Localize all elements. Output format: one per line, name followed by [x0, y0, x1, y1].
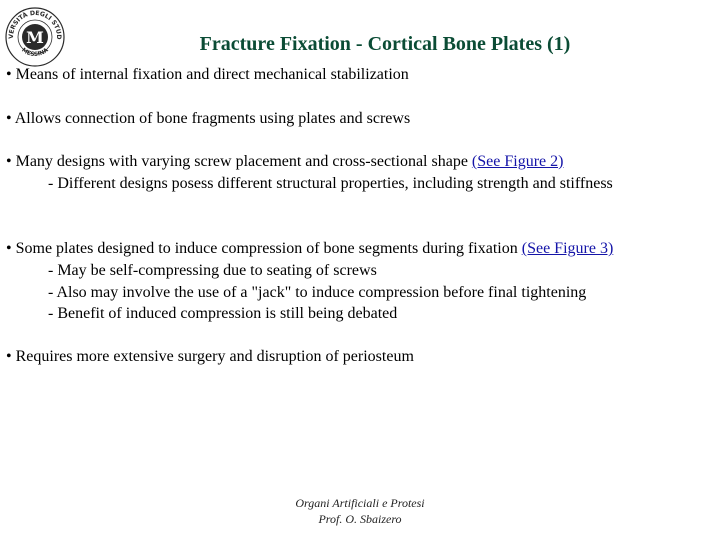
- figure-2-link[interactable]: (See Figure 2): [471, 153, 564, 170]
- bullet-many-designs: [6, 153, 563, 171]
- figure-3-link[interactable]: (See Figure 3): [521, 240, 614, 257]
- bullet-compression-plates: [6, 240, 613, 258]
- footer-professor: Prof. O. Sbaizero: [318, 512, 402, 526]
- sub-bullet-benefit-debated: - Benefit of induced compression is still being debated: [48, 305, 398, 322]
- sub-bullet-jack: - Also may involve the use of a "jack" to induce compression before final tightening: [48, 284, 587, 301]
- bullet-compression-plates-text: • Some plates designed to induce compression of bone segments during fixation: [6, 240, 522, 257]
- seal-ring-text-bottom: MESSINA: [20, 47, 50, 59]
- bullet-internal-fixation: • Means of internal fixation and direct mechanical stabilization: [6, 66, 409, 83]
- footer-course: Organi Artificiali e Protesi: [295, 496, 425, 510]
- bullet-bone-fragments: • Allows connection of bone fragments using plates and screws: [6, 110, 411, 127]
- page-title: Fracture Fixation - Cortical Bone Plates (1): [199, 33, 571, 55]
- sub-bullet-self-compressing: - May be self-compressing due to seating of screws: [48, 262, 377, 279]
- bullet-many-designs-text: • Many designs with varying screw placement and cross-sectional shape: [6, 153, 472, 170]
- seal-ring-text-top: VERSITÀ DEGLI STUD: [7, 9, 63, 40]
- seal-initials: M: [26, 28, 44, 47]
- sub-bullet-structural-properties: - Different designs posess different structural properties, including strength and stiffness: [48, 175, 613, 192]
- bullet-surgery-periosteum: • Requires more extensive surgery and disruption of periosteum: [6, 348, 414, 365]
